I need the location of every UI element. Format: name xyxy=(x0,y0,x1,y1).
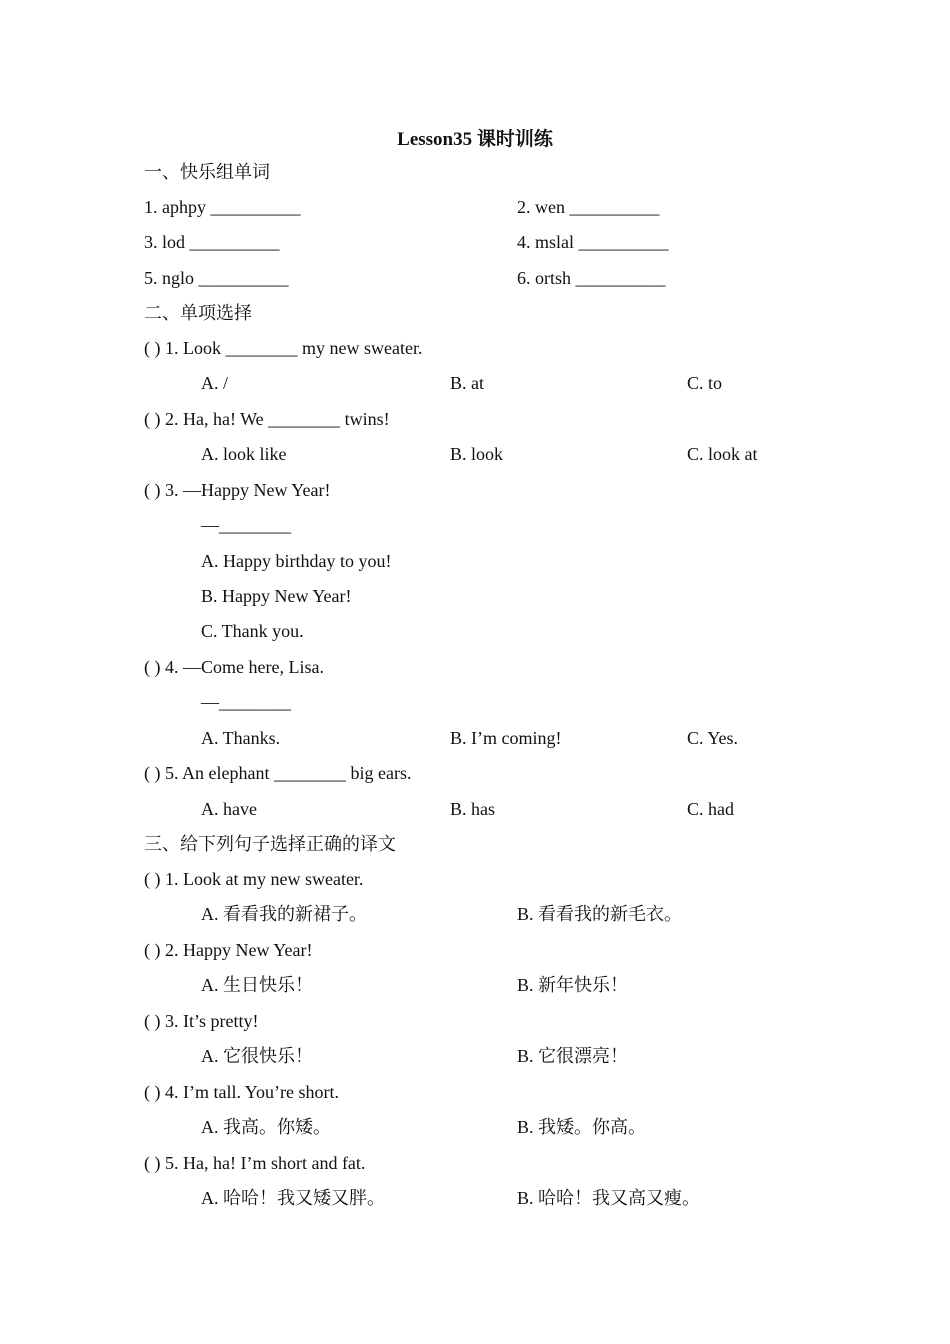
option-a: A. Thanks. xyxy=(201,728,281,748)
question-stem: ( ) 4. I’m tall. You’re short. xyxy=(144,1082,339,1102)
option-c: C. look at xyxy=(687,444,758,464)
section-heading: 二、单项选择 xyxy=(144,303,252,323)
reply-blank: —________ xyxy=(201,692,291,712)
option-a: A. 我高。你矮。 xyxy=(201,1117,331,1137)
word-item: 3. lod __________ xyxy=(144,232,280,252)
option-a: A. have xyxy=(201,799,257,819)
word-item: 2. wen __________ xyxy=(517,197,660,217)
option-b: B. 看看我的新毛衣。 xyxy=(517,904,683,924)
option-b: B. 它很漂亮！ xyxy=(517,1046,629,1066)
question-stem: ( ) 5. Ha, ha! I’m short and fat. xyxy=(144,1153,366,1173)
question-stem: ( ) 3. —Happy New Year! xyxy=(144,480,331,500)
word-item: 1. aphpy __________ xyxy=(144,197,301,217)
reply-blank: —________ xyxy=(201,515,291,535)
option-b: B. 我矮。你高。 xyxy=(517,1117,647,1137)
option-c: C. had xyxy=(687,799,734,819)
option-b: B. 哈哈！我又高又瘦。 xyxy=(517,1188,701,1208)
option-b: B. at xyxy=(450,373,484,393)
option-a: A. / xyxy=(201,373,228,393)
option-b: B. 新年快乐！ xyxy=(517,975,629,995)
question-stem: ( ) 1. Look at my new sweater. xyxy=(144,869,364,889)
section-heading: 一、快乐组单词 xyxy=(144,162,270,182)
option-b: B. look xyxy=(450,444,504,464)
option-a: A. Happy birthday to you! xyxy=(201,551,392,571)
question-stem: ( ) 2. Happy New Year! xyxy=(144,940,313,960)
option-c: C. Thank you. xyxy=(201,621,304,641)
option-c: C. to xyxy=(687,373,723,393)
option-a: A. 看看我的新裙子。 xyxy=(201,904,367,924)
question-stem: ( ) 5. An elephant ________ big ears. xyxy=(144,763,412,783)
option-b: B. Happy New Year! xyxy=(201,586,352,606)
option-c: C. Yes. xyxy=(687,728,739,748)
word-item: 5. nglo __________ xyxy=(144,268,289,288)
option-a: A. 哈哈！我又矮又胖。 xyxy=(201,1188,385,1208)
question-stem: ( ) 1. Look ________ my new sweater. xyxy=(144,338,423,358)
word-item: 4. mslal __________ xyxy=(517,232,669,252)
option-b: B. I’m coming! xyxy=(450,728,562,748)
page-title: Lesson35 课时训练 xyxy=(397,129,553,150)
option-a: A. look like xyxy=(201,444,287,464)
question-stem: ( ) 4. —Come here, Lisa. xyxy=(144,657,324,677)
option-a: A. 生日快乐！ xyxy=(201,975,313,995)
question-stem: ( ) 2. Ha, ha! We ________ twins! xyxy=(144,409,390,429)
word-item: 6. ortsh __________ xyxy=(517,268,666,288)
option-a: A. 它很快乐！ xyxy=(201,1046,313,1066)
option-b: B. has xyxy=(450,799,495,819)
question-stem: ( ) 3. It’s pretty! xyxy=(144,1011,259,1031)
section-heading: 三、给下列句子选择正确的译文 xyxy=(144,834,396,854)
